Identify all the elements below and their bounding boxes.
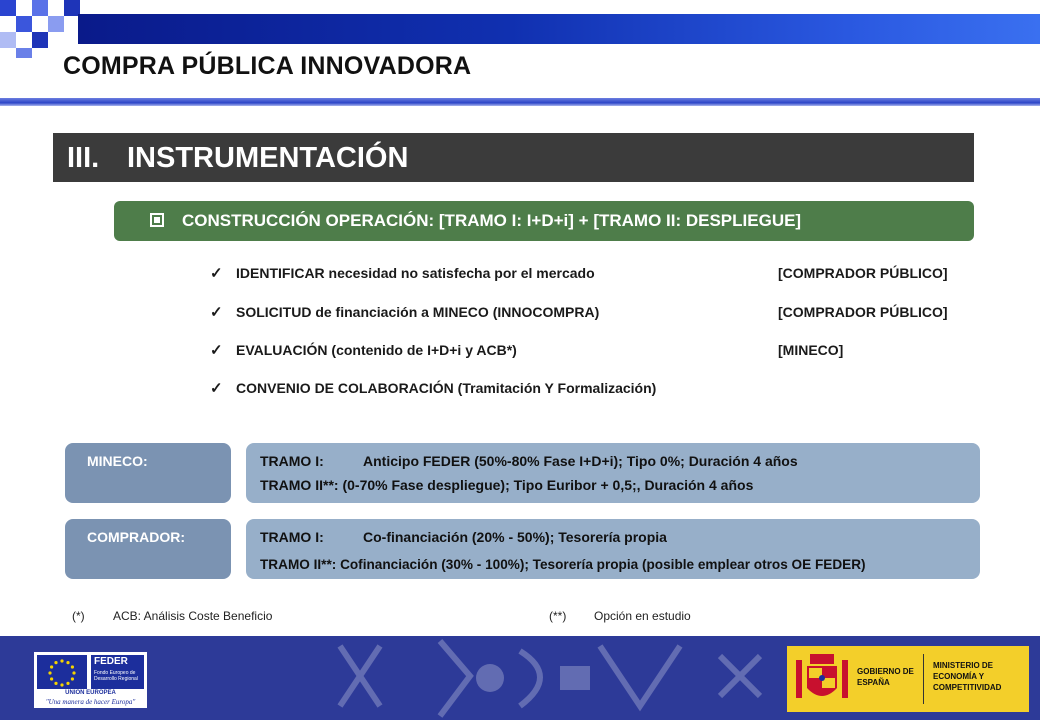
checkmark-icon: ✓ [210,265,223,282]
logo-divider [923,654,924,704]
tramo-key: TRAMO II**: [260,557,337,572]
step-text: EVALUACIÓN (contenido de I+D+i y ACB*) [236,342,517,358]
financing-detail-box [246,443,980,503]
financing-label: COMPRADOR: [87,529,185,545]
footnote-mark: (**) [549,609,567,623]
step-role: [COMPRADOR PÚBLICO] [778,304,948,320]
eu-motto: "Una manera de hacer Europa" [45,698,136,706]
tramo-key: TRAMO II**: [260,477,339,493]
tramo-value: Cofinanciación (30% - 100%); Tesorería propia (posible emplear otros OE FEDER) [340,557,866,572]
step-text: IDENTIFICAR necesidad no satisfecha por el mercado [236,265,595,281]
financing-line [260,557,866,572]
square-bullet-icon [150,213,164,227]
gobierno-name: GOBIERNO DE ESPAÑA [857,667,914,687]
feder-subtitle: Fondo Europeo de Desarrollo Regional [94,670,138,682]
page-title: COMPRA PÚBLICA INNOVADORA [63,52,472,80]
ministry-name: MINISTERIO DE ECONOMÍA Y COMPETITIVIDAD [933,661,1002,692]
step-text: SOLICITUD de financiación a MINECO (INNOCOMPRA) [236,304,600,320]
feder-badge [91,655,144,689]
eu-feder-logo [34,652,147,708]
step-role: [MINECO] [778,342,844,358]
step-role: [COMPRADOR PÚBLICO] [778,265,948,281]
section-banner [53,133,974,182]
financing-line [260,529,667,545]
footnote-mark: (*) [72,609,85,623]
step-text: CONVENIO DE COLABORACIÓN (Tramitación Y Formalización) [236,380,657,396]
section-number: III. [67,142,100,174]
financing-line [260,477,753,493]
checkmark-icon: ✓ [210,304,223,321]
operation-banner [114,201,974,241]
financing-detail-box [246,519,980,579]
header-blue-bar [78,14,1040,44]
tramo-value: Co-financiación (20% - 50%); Tesorería propia [363,529,667,545]
eu-name: UNIÓN EUROPEA [65,690,116,696]
footnote-text: Opción en estudio [594,609,691,623]
gobierno-espana-logo [787,646,1029,712]
financing-label-box [65,443,231,503]
eu-flag-icon [37,655,87,689]
financing-line [260,453,798,469]
feder-title: FEDER [94,656,128,667]
checkmark-icon: ✓ [210,342,223,359]
tramo-key: TRAMO I: [260,453,324,469]
tramo-value: (0-70% Fase despliegue); Tipo Euribor + 0,5;, Duración 4 años [342,477,754,493]
checkmark-icon: ✓ [210,380,223,397]
coat-of-arms-icon [793,650,851,708]
financing-label: MINECO: [87,453,148,469]
slide-header [0,0,1040,105]
header-divider [0,98,1040,106]
financing-label-box [65,519,231,579]
operation-title: CONSTRUCCIÓN OPERACIÓN: [TRAMO I: I+D+i] + [TRAMO II: DESPLIEGUE] [182,211,802,230]
tramo-key: TRAMO I: [260,529,324,545]
footnote-text: ACB: Análisis Coste Beneficio [113,609,273,623]
section-title: INSTRUMENTACIÓN [127,142,409,174]
heraldic-pattern-decoration [320,636,800,720]
tramo-value: Anticipo FEDER (50%-80% Fase I+D+i); Tipo 0%; Duración 4 años [363,453,798,469]
checker-logo-decoration [0,0,80,58]
